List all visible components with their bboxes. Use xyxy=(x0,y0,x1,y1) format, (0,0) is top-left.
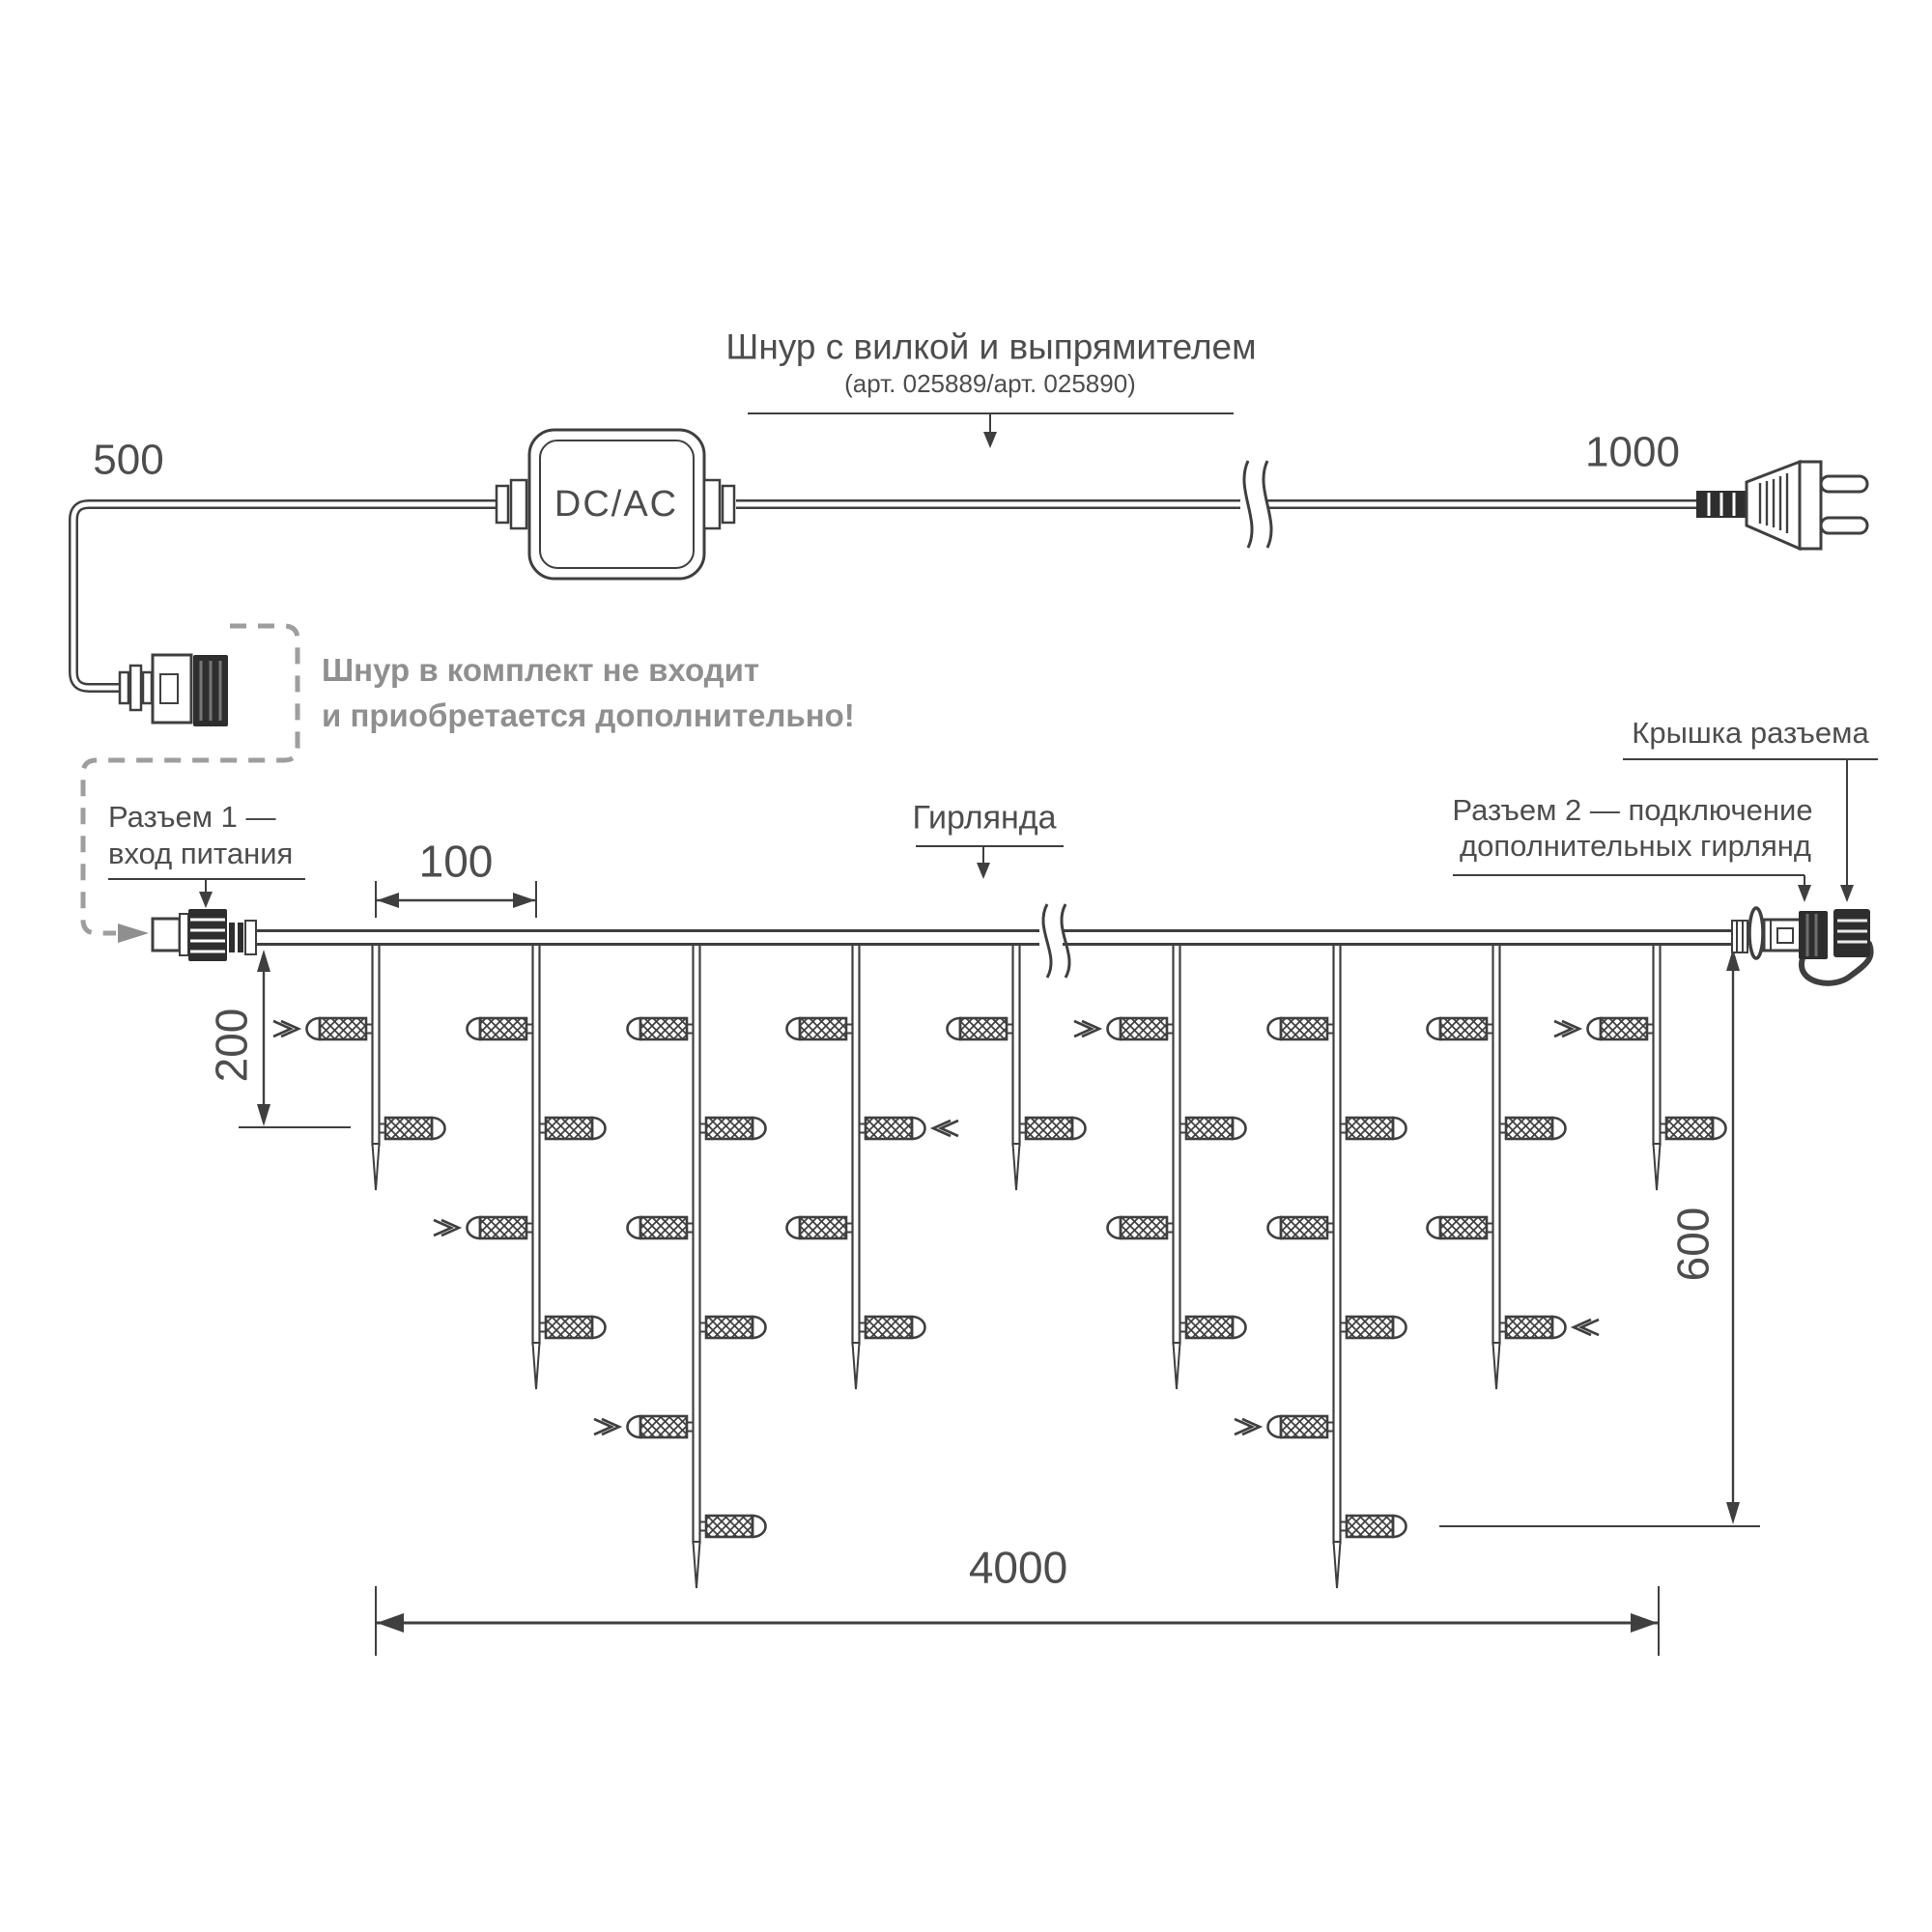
lamp-bulb xyxy=(1186,1317,1233,1338)
drop-needle-tip xyxy=(1334,1542,1341,1588)
garland-drop xyxy=(628,946,766,1588)
lamp-bulb xyxy=(1121,1018,1167,1039)
lamp-cap xyxy=(307,1018,321,1039)
lamp-cap xyxy=(1393,1118,1406,1139)
lamp-bulb xyxy=(866,1317,912,1338)
lamp-bulb xyxy=(1506,1118,1552,1139)
lamp-bulb xyxy=(1601,1018,1647,1039)
lamp-bulb xyxy=(1281,1416,1327,1437)
lamp-direction-marker-icon xyxy=(1574,1320,1599,1335)
lamp-bulb xyxy=(640,1018,687,1039)
lamp-cap xyxy=(1268,1217,1282,1238)
lamp-cap xyxy=(753,1118,766,1139)
lamp-direction-marker-icon xyxy=(434,1220,459,1236)
lamp-cap xyxy=(787,1217,801,1238)
lamp-bulb xyxy=(1347,1317,1393,1338)
plug-prong xyxy=(1821,518,1867,533)
dcac-label: DC/AC xyxy=(554,484,679,526)
lamp-bulb xyxy=(1121,1217,1167,1238)
dim-1000-label: 1000 xyxy=(1585,428,1680,476)
lamp-bulb xyxy=(706,1317,753,1338)
lamp-cap xyxy=(1268,1018,1282,1039)
lamp-bulb xyxy=(866,1118,912,1139)
lamp-cap xyxy=(1428,1217,1441,1238)
dashed-leader-arrow-icon xyxy=(118,923,149,943)
lamp-bulb xyxy=(706,1118,753,1139)
lamp-cap xyxy=(1393,1317,1406,1338)
lamp-cap xyxy=(1552,1118,1566,1139)
lamp-cap xyxy=(468,1018,481,1039)
connector1-label-line1: Разъем 1 — xyxy=(108,800,276,835)
garland-drops xyxy=(273,946,1725,1588)
lamp-cap xyxy=(1108,1217,1122,1238)
lamp-bulb xyxy=(1026,1118,1072,1139)
note-line2-label: и приобретается дополнительно! xyxy=(322,697,855,734)
dim-600-label: 600 xyxy=(1667,1207,1719,1282)
garland-drop xyxy=(1108,946,1246,1389)
note-line1-label: Шнур в комплект не входит xyxy=(322,652,760,689)
lamp-bulb xyxy=(1666,1118,1713,1139)
dim-100-label: 100 xyxy=(418,836,494,887)
lamp-bulb xyxy=(480,1217,526,1238)
lamp-cap xyxy=(1108,1018,1122,1039)
drop-needle-tip xyxy=(533,1343,540,1389)
lamp-bulb xyxy=(800,1018,846,1039)
drop-needle-tip xyxy=(373,1144,380,1190)
lamp-direction-marker-icon xyxy=(933,1121,958,1136)
garland-drop xyxy=(1428,946,1566,1389)
drop-needle-tip xyxy=(694,1542,700,1588)
lamp-bulb xyxy=(960,1018,1007,1039)
lamp-bulb xyxy=(546,1118,592,1139)
lamp-bulb xyxy=(640,1416,687,1437)
lamp-cap xyxy=(912,1118,925,1139)
lamp-cap xyxy=(753,1516,766,1537)
lamp-cap xyxy=(1552,1317,1566,1338)
drop-needle-tip xyxy=(1654,1144,1661,1190)
lamp-bulb xyxy=(800,1217,846,1238)
dim-4000-label: 4000 xyxy=(968,1542,1068,1593)
connector1-label-line2: вход питания xyxy=(108,837,294,871)
lamp-cap xyxy=(1428,1018,1441,1039)
garland-wire xyxy=(254,904,1732,978)
connector-2 xyxy=(1732,908,1871,983)
lamp-cap xyxy=(1233,1118,1246,1139)
lamp-bulb xyxy=(1440,1018,1487,1039)
cap-label: Крышка разъема xyxy=(1632,716,1869,751)
lamp-bulb xyxy=(1186,1118,1233,1139)
lamp-bulb xyxy=(1347,1118,1393,1139)
lamp-bulb xyxy=(640,1217,687,1238)
connector-cap xyxy=(1833,909,1870,957)
garland-drop xyxy=(1588,946,1726,1190)
lamp-cap xyxy=(1588,1018,1602,1039)
power-plug xyxy=(1696,462,1867,549)
lamp-cap xyxy=(1072,1118,1086,1139)
cord-articles-label: (арт. 025889/арт. 025890) xyxy=(844,369,1136,399)
lamp-cap xyxy=(628,1217,641,1238)
cord-male-connector xyxy=(120,655,228,726)
lamp-cap xyxy=(753,1317,766,1338)
lamp-cap xyxy=(468,1217,481,1238)
garland-label: Гирлянда xyxy=(912,799,1057,837)
plug-prong xyxy=(1821,476,1867,492)
lamp-cap xyxy=(1233,1317,1246,1338)
lamp-bulb xyxy=(320,1018,366,1039)
lamp-cap xyxy=(1713,1118,1725,1139)
lamp-cap xyxy=(912,1317,925,1338)
garland-drop xyxy=(307,946,445,1190)
lamp-direction-marker-icon xyxy=(594,1419,619,1435)
hanging-loop-icon xyxy=(1749,908,1763,958)
garland-drop xyxy=(468,946,606,1389)
lamp-bulb xyxy=(1281,1217,1327,1238)
drop-needle-tip xyxy=(1013,1144,1020,1190)
lamp-cap xyxy=(592,1118,606,1139)
lamp-cap xyxy=(432,1118,445,1139)
drop-needle-tip xyxy=(853,1343,860,1389)
lamp-direction-marker-icon xyxy=(1235,1419,1260,1435)
lamp-bulb xyxy=(1281,1018,1327,1039)
lamp-direction-marker-icon xyxy=(1554,1021,1579,1037)
connector2-label-line2: дополнительных гирлянд xyxy=(1460,829,1811,864)
connector2-label-line1: Разъем 2 — подключение xyxy=(1452,793,1813,828)
dim-200-label: 200 xyxy=(206,1008,257,1083)
lamp-bulb xyxy=(1347,1516,1393,1537)
lamp-bulb xyxy=(480,1018,526,1039)
lamp-bulb xyxy=(706,1516,753,1537)
wire-break-icon xyxy=(1043,904,1069,978)
drop-needle-tip xyxy=(1493,1343,1500,1389)
cord-break-icon xyxy=(1244,461,1271,548)
lamp-cap xyxy=(628,1416,641,1437)
garland-drop xyxy=(787,946,925,1389)
lamp-cap xyxy=(592,1317,606,1338)
dimension-4000 xyxy=(376,1586,1659,1656)
garland-drop xyxy=(948,946,1086,1190)
drop-needle-tip xyxy=(1174,1343,1180,1389)
lamp-direction-marker-icon xyxy=(273,1021,298,1037)
lamp-cap xyxy=(628,1018,641,1039)
lamp-cap xyxy=(948,1018,961,1039)
lamp-bulb xyxy=(385,1118,432,1139)
lamp-bulb xyxy=(1506,1317,1552,1338)
dim-500-label: 500 xyxy=(93,436,164,484)
lamp-bulb xyxy=(546,1317,592,1338)
lamp-direction-marker-icon xyxy=(1074,1021,1099,1037)
lamp-bulb xyxy=(1440,1217,1487,1238)
cord-title-label: Шнур с вилкой и выпрямителем xyxy=(725,327,1257,367)
garland-drop xyxy=(1268,946,1406,1588)
connector-1 xyxy=(153,909,256,961)
lamp-cap xyxy=(787,1018,801,1039)
lamp-cap xyxy=(1268,1416,1282,1437)
lamp-cap xyxy=(1393,1516,1406,1537)
